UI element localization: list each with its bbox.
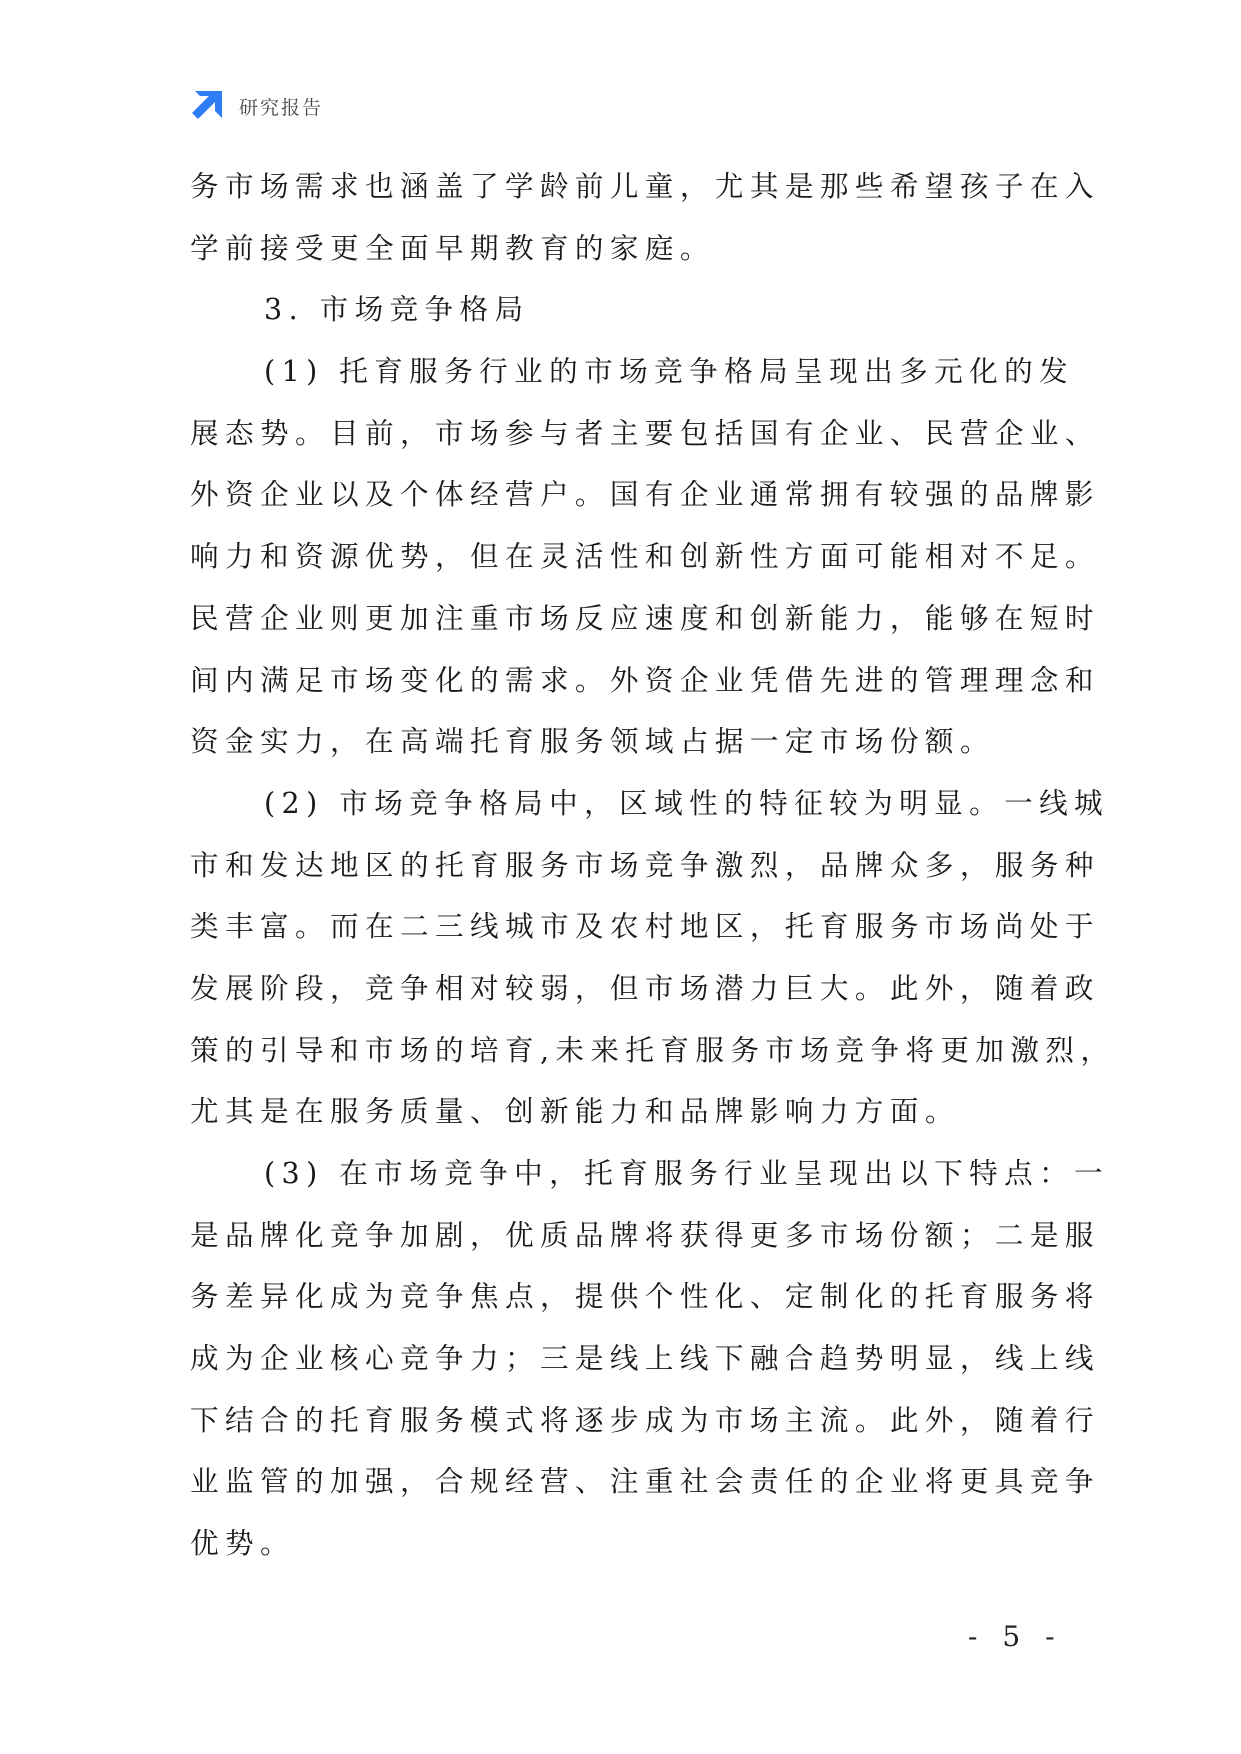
body-line: 策的引导和市场的培育,未来托育服务市场竞争将更加激烈， [190,1032,1116,1067]
page-header [189,88,323,124]
body-line: 类丰富。而在二三线城市及农村地区，托育服务市场尚处于 [190,909,1100,944]
body-line: 务差异化成为竞争焦点，提供个性化、定制化的托育服务将 [190,1279,1100,1314]
body-line: 市和发达地区的托育服务市场竞争激烈，品牌众多，服务种 [190,847,1100,882]
body-line: 优势。 [190,1526,295,1561]
body-line: 务市场需求也涵盖了学龄前儿童，尤其是那些希望孩子在入 [190,169,1100,203]
report-body [190,156,1116,1575]
body-line: 民营企业则更加注重市场反应速度和创新能力，能够在短时 [190,600,1100,635]
arrow-logo-icon [189,88,225,124]
body-line: 间内满足市场变化的需求。外资企业凭借先进的管理理念和 [190,662,1100,697]
body-line: 发展阶段，竞争相对较弱，但市场潜力巨大。此外，随着政 [190,970,1100,1005]
body-line: 学前接受更全面早期教育的家庭。 [190,230,715,265]
section-heading: 3. 市场竞争格局 [264,292,530,327]
header-title: 研究报告 [239,96,324,119]
body-line: 响力和资源优势，但在灵活性和创新性方面可能相对不足。 [190,539,1100,574]
body-line: 业监管的加强，合规经营、注重社会责任的企业将更具竞争 [190,1464,1100,1499]
body-line: 成为企业核心竞争力；三是线上线下融合趋势明显，线上线 [190,1341,1100,1376]
paragraph-start-1: (1) 托育服务行业的市场竞争格局呈现出多元化的发 [264,354,1075,389]
body-line: 是品牌化竞争加剧，优质品牌将获得更多市场份额；二是服 [190,1217,1100,1252]
body-line: 下结合的托育服务模式将逐步成为市场主流。此外，随着行 [190,1402,1100,1437]
body-line: 展态势。目前，市场参与者主要包括国有企业、民营企业、 [190,415,1100,450]
page-number: - 5 - [968,1620,1063,1653]
paragraph-start-3: (3) 在市场竞争中，托育服务行业呈现出以下特点：一 [264,1156,1110,1190]
body-line: 外资企业以及个体经营户。国有企业通常拥有较强的品牌影 [190,477,1100,512]
body-line: 尤其是在服务质量、创新能力和品牌影响力方面。 [190,1094,960,1129]
body-line: 资金实力，在高端托育服务领域占据一定市场份额。 [190,724,995,759]
paragraph-start-2: (2) 市场竞争格局中，区域性的特征较为明显。一线城 [264,785,1110,820]
